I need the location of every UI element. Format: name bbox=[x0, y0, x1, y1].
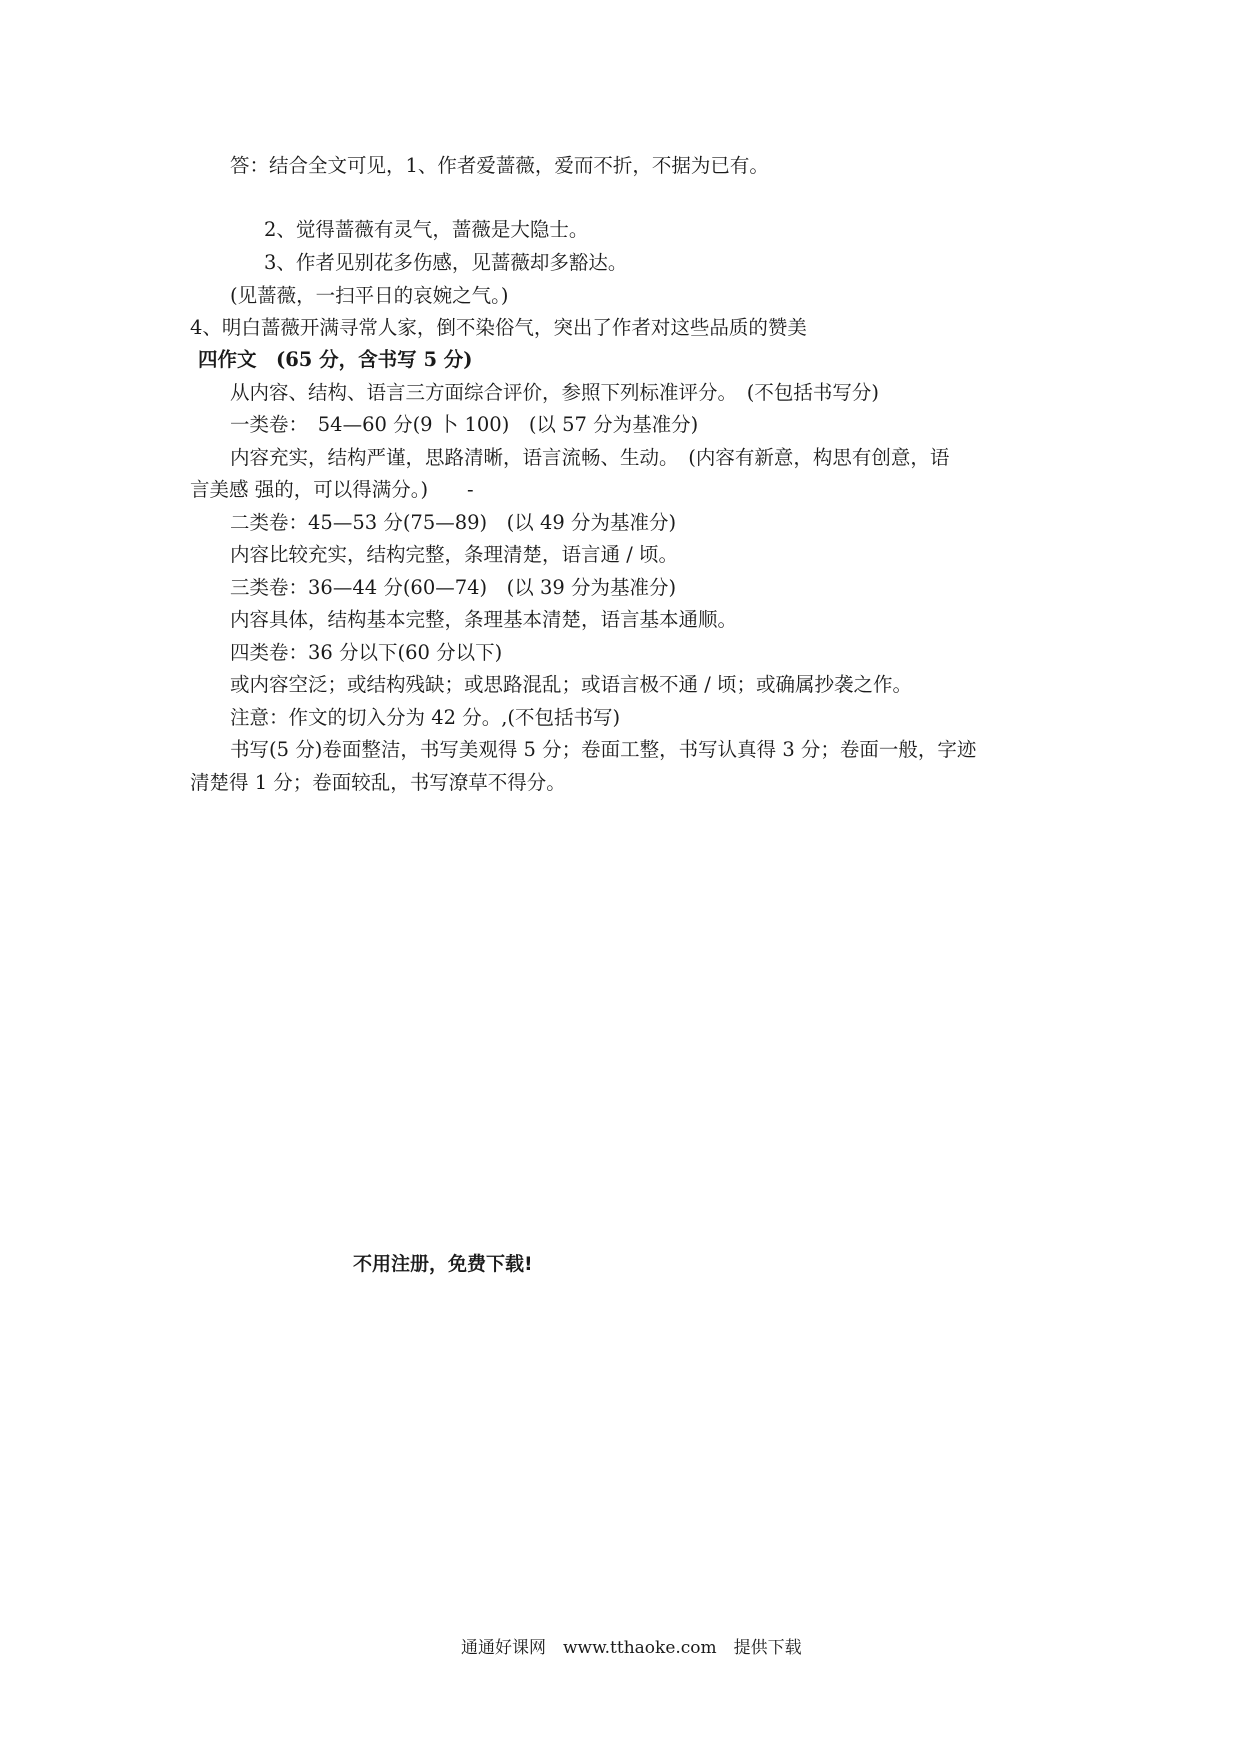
promo-text: 不用注册，免费下载! bbox=[353, 1253, 533, 1275]
handwriting-line: 书写(5 分)卷面整洁，书写美观得 5 分；卷面工整，书写认真得 3 分；卷面一般，字迹 bbox=[230, 738, 977, 761]
answer-line-1: 答：结合全文可见，1、作者爱蔷薇，爱而不折，不据为已有。 bbox=[230, 154, 769, 177]
answer-line-3: 3、作者见别花多伤感，见蔷薇却多豁达。 bbox=[264, 251, 628, 274]
handwriting-line-cont: 清楚得 1 分；卷面较乱，书写潦草不得分。 bbox=[190, 771, 566, 794]
grade-2-desc: 内容比较充实，结构完整，条理清楚，语言通 / 顷。 bbox=[230, 543, 678, 566]
grade-3-title: 三类卷：36—44 分(60—74) (以 39 分为基准分) bbox=[230, 576, 677, 599]
note-line: 注意：作文的切入分为 42 分。,(不包括书写) bbox=[230, 706, 621, 729]
grade-2-title: 二类卷：45—53 分(75—89) (以 49 分为基准分) bbox=[230, 511, 677, 534]
grade-1-title: 一类卷： 54—60 分(9 卜 100) (以 57 分为基准分) bbox=[230, 413, 699, 436]
answer-line-2: 2、觉得蔷薇有灵气，蔷薇是大隐士。 bbox=[264, 218, 589, 241]
grade-3-desc: 内容具体，结构基本完整，条理基本清楚，语言基本通顺。 bbox=[230, 608, 738, 631]
grade-1-desc: 内容充实，结构严谨，思路清晰，语言流畅、生动。 (内容有新意，构思有创意，语 bbox=[230, 446, 950, 469]
grade-4-desc: 或内容空泛；或结构残缺；或思路混乱；或语言极不通 / 顷；或确属抄袭之作。 bbox=[230, 673, 912, 696]
footer-text: 通通好课网 www.tthaoke.com 提供下载 bbox=[461, 1638, 802, 1658]
grade-1-desc-cont: 言美感 强的，可以得满分。) - bbox=[190, 478, 474, 501]
answer-line-5: 4、明白蔷薇开满寻常人家，倒不染俗气，突出了作者对这些品质的赞美 bbox=[190, 316, 807, 339]
answer-line-4: (见蔷薇，一扫平日的哀婉之气。) bbox=[230, 284, 509, 307]
section-heading: 四作文 (65 分，含书写 5 分) bbox=[198, 348, 473, 371]
grading-intro: 从内容、结构、语言三方面综合评价，参照下列标准评分。 (不包括书写分) bbox=[230, 381, 879, 404]
grade-4-title: 四类卷：36 分以下(60 分以下) bbox=[230, 641, 503, 664]
